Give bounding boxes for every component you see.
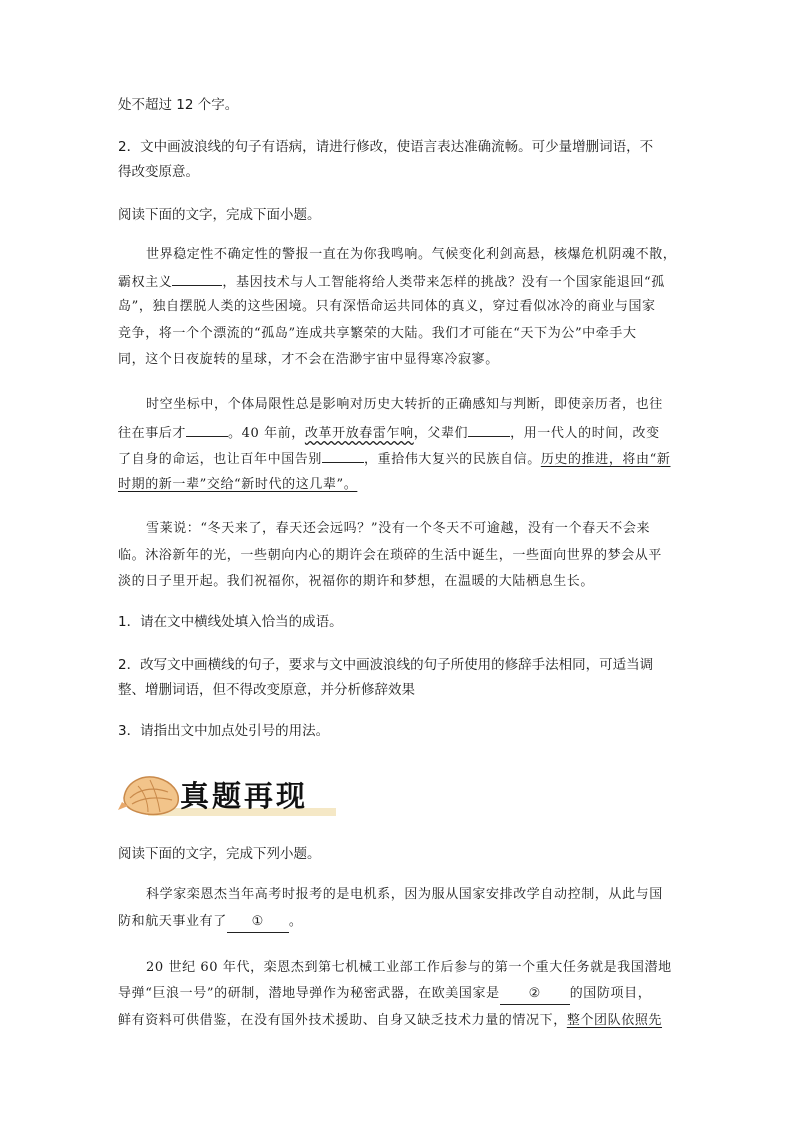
passage-text: 。	[288, 914, 303, 929]
passage-text: 霸权主义	[118, 275, 173, 290]
question-2-line: 整、增删词语，但不得改变原意，并分析修辞效果	[118, 682, 415, 698]
passage-text: 防和航天事业有了	[118, 914, 227, 929]
passage-line: 科学家栾恩杰当年高考时报考的是电机系，因为服从国家安排改学自动控制，从此与国	[146, 887, 663, 902]
passage-line: 淡的日子里开起。我们祝福你，祝福你的期许和梦想，在温暖的大陆栖息生长。	[118, 574, 595, 589]
passage-line: 岛”，独自摆脱人类的这些困境。只有深悟命运共同体的真义，穿过看似冰冷的商业与国家	[118, 299, 656, 314]
passage-line	[118, 475, 357, 495]
numbered-blank: ①	[227, 912, 289, 933]
answer-blank	[322, 448, 364, 463]
passage-text: 往在事后才	[118, 426, 187, 441]
passage-line: 时空坐标中，个体局限性总是影响对历史大转折的正确感知与判断，即使亲历者，也往	[146, 397, 663, 412]
question-2-line: 2．文中画波浪线的句子有语病，请进行修改，使语言表达准确流畅。可少量增删词语，不	[118, 139, 654, 155]
question-2-line: 得改变原意。	[118, 164, 199, 180]
underlined-sentence: 整个团队依照先	[566, 1013, 663, 1028]
passage-text: 导弹“巨浪一号”的研制，潜地导弹作为秘密武器，在欧美国家是	[118, 986, 500, 1001]
passage-text: ，父辈们	[413, 426, 469, 441]
passage-text: 。40 年前，	[228, 426, 305, 441]
passage-line: 临。沐浴新年的光，一些朝向内心的期许会在琐碎的生活中诞生，一些面向世界的梦会从平	[118, 548, 663, 563]
passage-line: 世界稳定性不确定性的警报一直在为你我鸣响。气候变化利剑高悬，核爆危机阴魂不散，	[146, 247, 677, 262]
passage-line: 竞争，将一个个漂流的“孤岛”连成共享繁荣的大陆。我们才可能在“天下为公”中牵手大	[118, 326, 637, 341]
underlined-sentence: 历史的推进，将由“新	[540, 452, 671, 467]
underlined-sentence: 时期的新一辈”交给“新时代的这几辈”。	[118, 477, 358, 492]
passage-line	[118, 271, 665, 293]
passage-line: 雪莱说：“冬天来了，春天还会远吗？”没有一个冬天不可逾越，没有一个春天不会来	[146, 521, 651, 536]
passage-text: 鲜有资料可供借鉴，在没有国外技术援助、自身又缺乏技术力量的情况下，	[118, 1013, 567, 1028]
reading-intro: 阅读下面的文字，完成下面小题。	[118, 207, 321, 223]
numbered-blank: ②	[500, 984, 570, 1005]
passage-text: ，基因技术与人工智能将给人类带来怎样的挑战？没有一个国家能退回“孤	[222, 275, 665, 290]
passage-line: 20 世纪 60 年代，栾恩杰到第七机械工业部工作后参与的第一个重大任务就是我国潜地	[146, 960, 672, 975]
passage-line	[118, 1011, 662, 1031]
wavy-underlined-sentence: 改革开放春雷乍响	[304, 426, 414, 441]
section-title: 真题再现	[180, 779, 309, 813]
passage-line	[118, 984, 651, 1005]
passage-line	[118, 422, 660, 444]
text-line: 处不超过 12 个字。	[118, 97, 239, 113]
passage-text: 的国防项目，	[569, 986, 652, 1001]
answer-blank	[172, 271, 222, 286]
question-3: 3．请指出文中加点处引号的用法。	[118, 723, 330, 739]
passage-line	[118, 448, 670, 470]
passage-line	[118, 912, 302, 933]
answer-blank	[186, 422, 228, 437]
passage-text: ，用一代人的时间，改变	[510, 426, 660, 441]
passage-text: 了自身的命运，也让百年中国告别	[118, 452, 323, 467]
passage-line: 同，这个日夜旋转的星球，才不会在浩渺宇宙中显得寒冷寂寥。	[118, 352, 499, 367]
section-banner	[118, 764, 338, 824]
question-2-line: 2．改写文中画横线的句子，要求与文中画波浪线的句子所使用的修辞手法相同，可适当调	[118, 657, 654, 673]
answer-blank	[468, 422, 510, 437]
question-1: 1．请在文中横线处填入恰当的成语。	[118, 614, 343, 630]
passage-text: ，重拾伟大复兴的民族自信。	[364, 452, 541, 467]
reading-intro: 阅读下面的文字，完成下列小题。	[118, 846, 321, 862]
